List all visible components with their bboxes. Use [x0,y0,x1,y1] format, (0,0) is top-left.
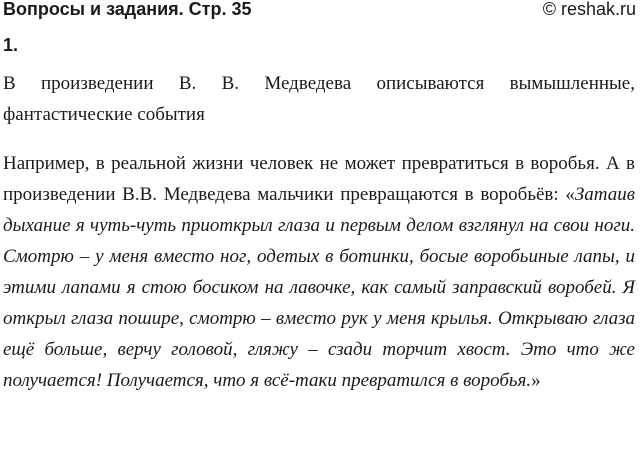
answer-paragraph-2 [3,148,635,396]
answer-paragraph-1 [3,68,635,130]
quote-close-mark: » [531,370,541,391]
answer-paragraph-1-text: В произведении В. В. Медведева описываются вымышленные, фантастические события [3,73,635,125]
page-header [0,0,640,22]
watermark: © reshak.ru [542,0,636,19]
example-intro: Например, в реальной жизни человек не может превратиться в воробья. А в произведении В.В. Медведева мальчики превращаются в воробьёв: [3,153,635,205]
quote-open-mark: « [565,184,575,205]
book-quote: Затаив дыхание я чуть-чуть приоткрыл глаза и первым делом взглянул на свои ноги. Смотрю – у меня вместо ног, одетых в ботинки, босые воробьиные лапы, и этими лапами я стою босиком на лавочке, как самый заправский воробей. Я открыл глаза пошире, смотрю – вместо рук у меня крылья. Открываю глаза ещё больше, верчу головой, гляжу – сзади торчит хвост. Это что же получается! Получается, что я всё-таки превратился в воробья. [3,184,635,391]
page-title: Вопросы и задания. Стр. 35 [3,0,252,19]
task-number: 1. [3,35,19,55]
